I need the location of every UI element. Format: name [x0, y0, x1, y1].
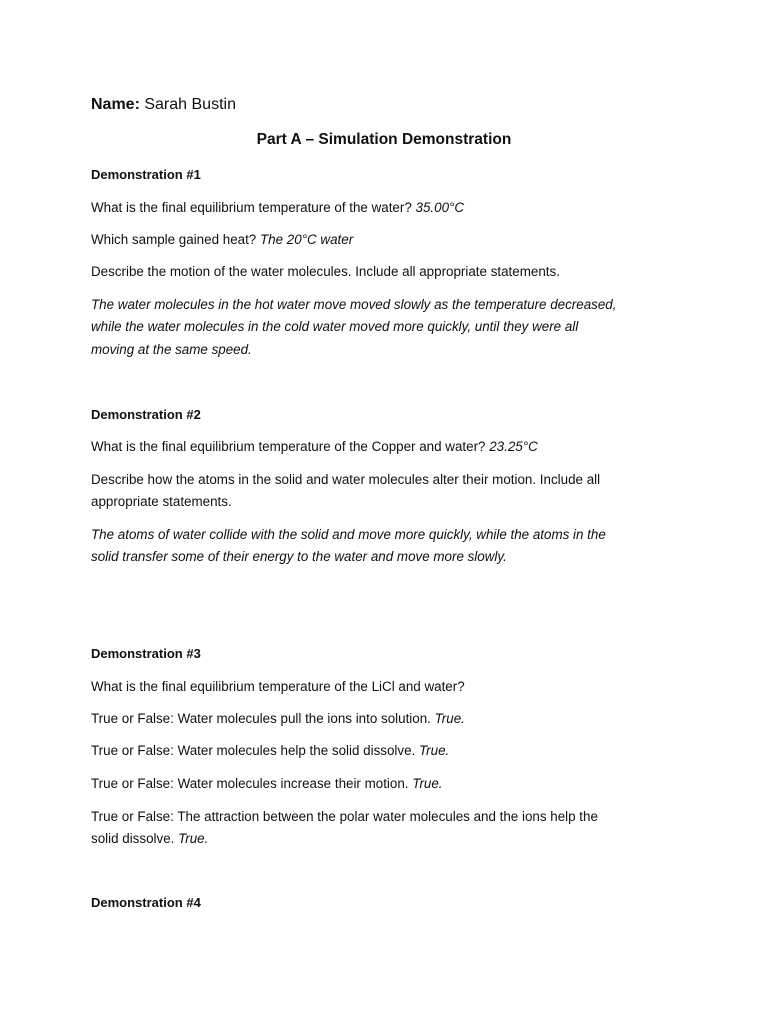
demo3-tf2-answer: True.: [418, 743, 450, 758]
name-value: Sarah Bustin: [144, 96, 236, 113]
demo3-tf4-line-1: True or False: The attraction between the polar water molecules and the ions help the: [91, 809, 598, 824]
demo2-heading: Demonstration #2: [91, 407, 201, 422]
demo3-tf3-answer: True.: [412, 776, 443, 791]
demo3-tf4-line-2: [91, 828, 208, 850]
name-label: Name:: [91, 96, 140, 113]
demo3-tf1: [91, 708, 465, 730]
demo2-q1: [91, 436, 538, 458]
demo3-tf2: [91, 740, 449, 762]
demo1-q2-question: Which sample gained heat?: [91, 232, 257, 247]
demo2-q2-line-1: Describe how the atoms in the solid and water molecules alter their motion. Include all: [91, 472, 601, 487]
demo1-q2-answer: The 20°C water: [260, 232, 354, 247]
demo3-q1-question: What is the final equilibrium temperature of the LiCl and water?: [91, 679, 465, 694]
demo3-tf4-answer: True.: [178, 831, 209, 846]
demo1-q2: [91, 229, 353, 251]
demo3-tf2-question: True or False: Water molecules help the solid dissolve.: [91, 743, 416, 758]
demo1-answer-line-2: while the water molecules in the cold water moved more quickly, until they were all: [91, 319, 579, 334]
demo1-q1-answer: 35.00°C: [415, 200, 465, 215]
demo4-heading: Demonstration #4: [91, 895, 201, 910]
demo1-q3-question: Describe the motion of the water molecules. Include all appropriate statements.: [91, 264, 560, 279]
demo3-tf1-question: True or False: Water molecules pull the ions into solution.: [91, 711, 431, 726]
demo1-q1-question: What is the final equilibrium temperature of the water?: [91, 200, 412, 215]
demo1-answer-line-1: The water molecules in the hot water move moved slowly as the temperature decreased,: [91, 297, 617, 312]
demo3-tf3: [91, 773, 443, 795]
demo1-heading: Demonstration #1: [91, 167, 201, 182]
demo1-answer-line-3: moving at the same speed.: [91, 342, 252, 357]
demo2-answer-line-2: solid transfer some of their energy to the water and move more slowly.: [91, 549, 507, 564]
demo3-tf1-answer: True.: [434, 711, 465, 726]
demo2-q1-question: What is the final equilibrium temperature of the Copper and water?: [91, 439, 486, 454]
demo2-answer-line-1: The atoms of water collide with the solid and move more quickly, while the atoms in the: [91, 527, 606, 542]
demo2-q2-line-2: appropriate statements.: [91, 494, 232, 509]
demo2-q1-answer: 23.25°C: [489, 439, 538, 454]
demo3-tf3-question: True or False: Water molecules increase their motion.: [91, 776, 409, 791]
demo3-tf4-question-end: solid dissolve.: [91, 831, 175, 846]
demo3-heading: Demonstration #3: [91, 646, 201, 661]
page-title: Part A – Simulation Demonstration: [256, 131, 512, 148]
demo1-q1: [91, 197, 464, 219]
student-name-line: [91, 94, 236, 116]
